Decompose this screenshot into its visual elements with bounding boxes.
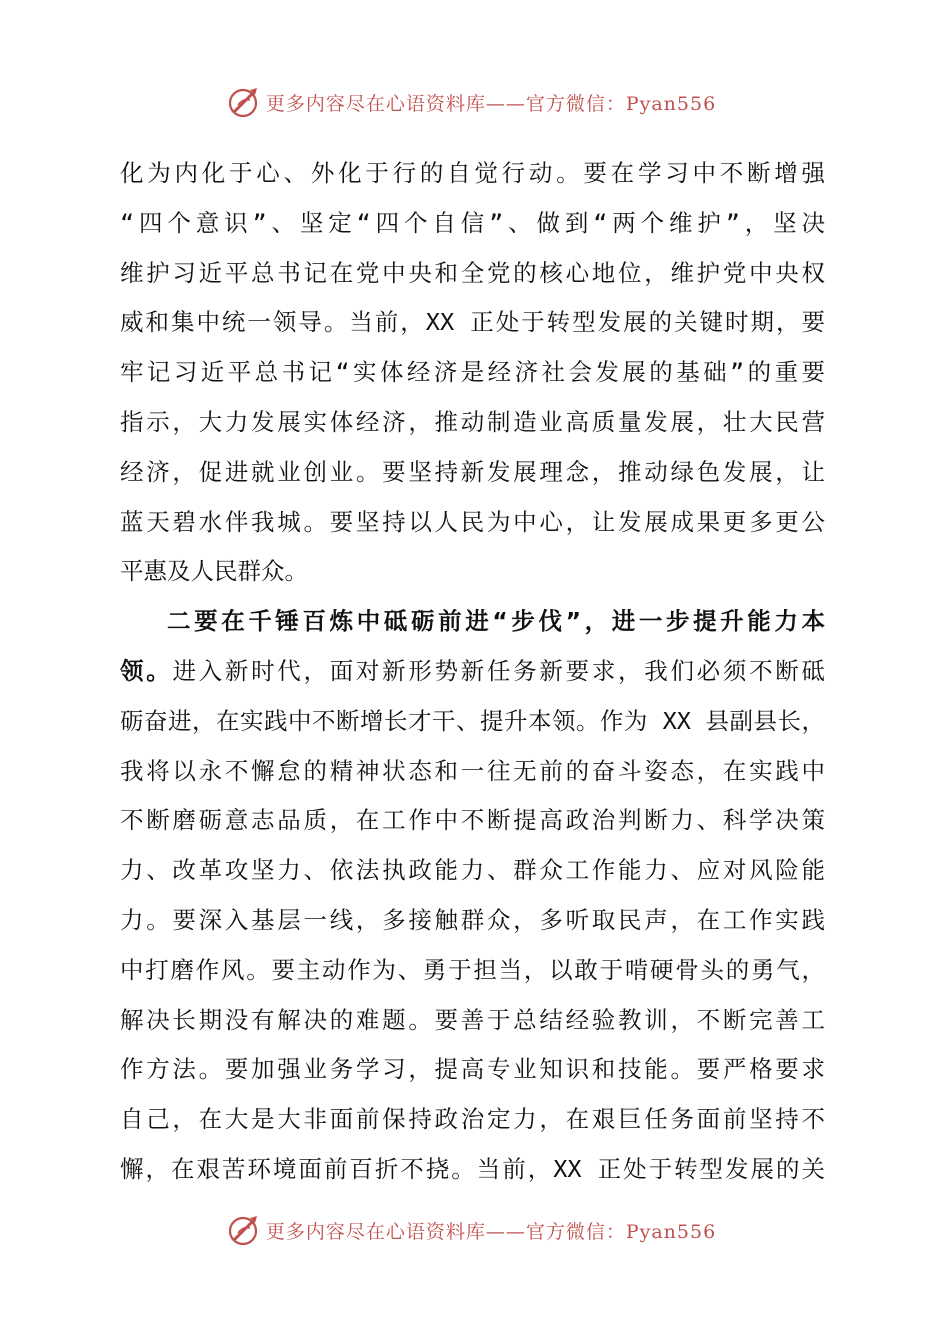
- header-banner: [0, 82, 950, 122]
- text-line: “四个意识”、坚定“四个自信”、做到“两个维护”，坚决: [120, 208, 825, 237]
- text-line: 威和集中统一领导。当前，XX 正处于转型发展的关键时期，要: [120, 308, 825, 337]
- text-line: 我将以永不懈怠的精神状态和一往无前的奋斗姿态，在实践中: [120, 756, 825, 785]
- footer-banner: [0, 1210, 950, 1250]
- text-line: 懈，在艰苦环境面前百折不挠。当前，XX 正处于转型发展的关: [120, 1154, 825, 1183]
- pen-logo-icon: [226, 84, 262, 120]
- footer-banner-text: 更多内容尽在心语资料库——官方微信：Pyan556: [265, 1220, 717, 1243]
- text-line: 经济，促进就业创业。要坚持新发展理念，推动绿色发展，让: [120, 457, 825, 486]
- text-line: 力。要深入基层一线，多接触群众，多听取民声，在工作实践: [120, 905, 825, 934]
- section-heading-tail: 领。: [120, 656, 173, 685]
- text-line: 力、改革攻坚力、依法执政能力、群众工作能力、应对风险能: [120, 856, 825, 885]
- text-line: 指示，大力发展实体经济，推动制造业高质量发展，壮大民营: [120, 407, 825, 436]
- text-line: [120, 647, 825, 697]
- text-line: 砺奋进，在实践中不断增长才干、提升本领。作为 XX 县副县长，: [120, 706, 825, 735]
- text-line: 化为内化于心、外化于行的自觉行动。要在学习中不断增强: [120, 159, 825, 187]
- header-banner-text: 更多内容尽在心语资料库——官方微信：Pyan556: [265, 92, 717, 115]
- pen-logo-icon: [226, 1212, 262, 1248]
- text-line: 自己，在大是大非面前保持政治定力，在艰巨任务面前坚持不: [120, 1105, 825, 1134]
- document-body: [120, 149, 825, 1195]
- section-heading-text: 二要在千锤百炼中砥砺前进“步伐”，进一步提升能力本: [167, 607, 825, 636]
- text-line: 不断磨砺意志品质，在工作中不断提高政治判断力、科学决策: [120, 806, 825, 835]
- text-line: 作方法。要加强业务学习，提高专业知识和技能。要严格要求: [120, 1055, 825, 1084]
- section-heading: [120, 597, 825, 647]
- paragraph-text: 进入新时代，面对新形势新任务新要求，我们必须不断砥: [172, 656, 826, 685]
- text-line: 蓝天碧水伴我城。要坚持以人民为中心，让发展成果更多更公: [120, 507, 825, 536]
- text-line: 维护习近平总书记在党中央和全党的核心地位，维护党中央权: [120, 258, 825, 287]
- text-line: 解决长期没有解决的难题。要善于总结经验教训，不断完善工: [120, 1005, 825, 1034]
- text-line: 中打磨作风。要主动作为、勇于担当，以敢于啃硬骨头的勇气，: [120, 955, 825, 984]
- text-line: 牢记习近平总书记“实体经济是经济社会发展的基础”的重要: [120, 358, 825, 387]
- text-line: 平惠及人民群众。: [120, 557, 308, 586]
